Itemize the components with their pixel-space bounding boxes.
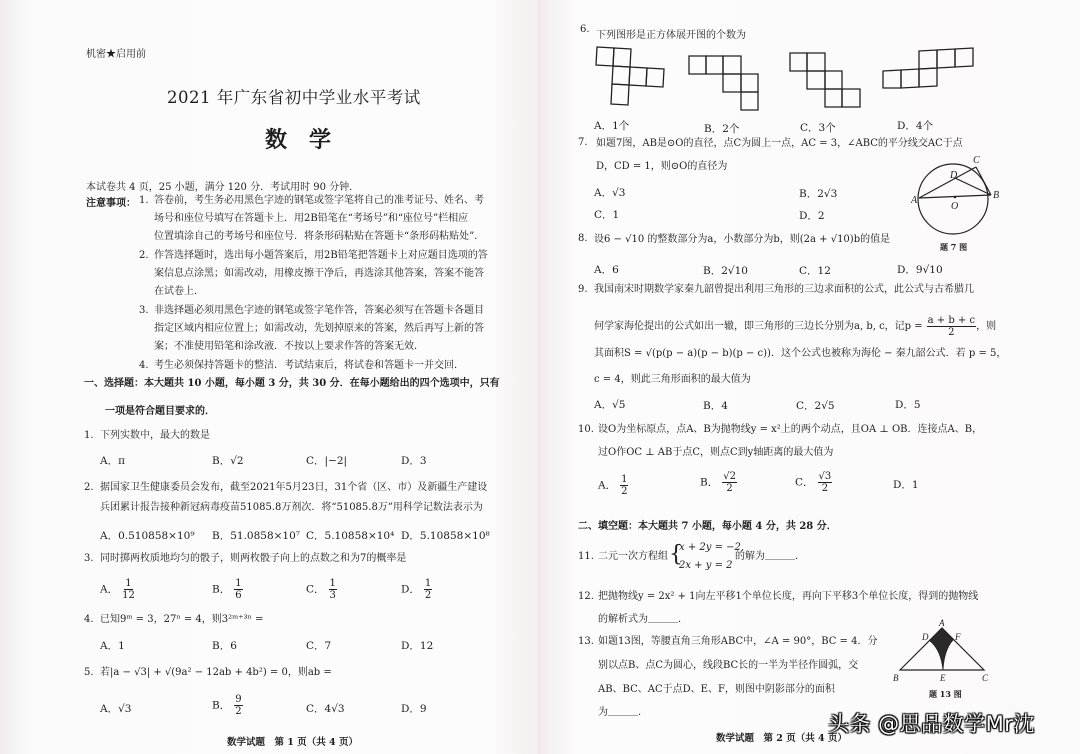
- source-watermark: 头条 @思品数学Mr沈: [828, 712, 1035, 736]
- notice-4-num: 4.: [139, 360, 149, 371]
- q6-option-a: A．1个: [594, 120, 630, 132]
- section-2-heading: 二、填空题：本大题共 7 小题，每小题 4 分，共 28 分．: [578, 521, 837, 532]
- q2-stem: 据国家卫生健康委员会发布，截至2021年5月23日，31个省（区、市）及新疆生产建设: [100, 482, 488, 493]
- q10-option-b: B． $\frac{√2}{2}$: [700, 471, 736, 494]
- q13-line-1: 如题13图，等腰直角三角形ABC中，∠A = 90°，BC = 4．分: [598, 636, 878, 647]
- q5-number: 5.: [84, 667, 94, 678]
- svg-text:C: C: [973, 155, 980, 166]
- notice-3-line-1: 非选择题必须用黑色字迹的钢笔或签字笔作答，答案必须写在答题卡各题目: [154, 305, 484, 316]
- q4-option-c: C．7: [306, 640, 332, 652]
- svg-text:B: B: [893, 673, 899, 683]
- q8-number: 8.: [578, 233, 588, 244]
- page-2-footer: 数学试题 第 2 页（共 4 页）: [716, 733, 847, 744]
- q12-stem: 把抛物线y = 2x² + 1向左平移1个单位长度，再向下平移3个单位长度，得到的抛物线: [598, 591, 979, 602]
- q4-option-d: D．12: [401, 640, 434, 652]
- q10-option-d: D．1: [893, 479, 919, 491]
- exam-intro: 本试卷共 4 页，25 小题，满分 120 分．考试用时 90 分钟．: [86, 182, 360, 193]
- q4-option-a: A．1: [100, 640, 125, 652]
- q4-number: 4.: [84, 614, 94, 625]
- q8-option-c: C．12: [799, 265, 831, 277]
- q9-stem-line-4: c = 4，则此三角形面积的最大值为: [594, 374, 751, 385]
- svg-text:A: A: [939, 618, 945, 628]
- q9-option-a: A．√5: [594, 399, 626, 411]
- q2-option-d: D．5.10858×10⁸: [401, 530, 490, 542]
- notice-2-line-3: 在试卷上．: [154, 286, 204, 297]
- svg-text:F: F: [955, 632, 961, 642]
- q10-stem-cont: 过O作OC ⊥ AB于点C，则点C到y轴距离的最大值为: [598, 447, 834, 458]
- q10-option-c: C． $\frac{√3}{2}$: [795, 471, 832, 494]
- notice-3-line-3: 案；不准使用铅笔和涂改液．不按以上要求作答的答案无效．: [154, 341, 424, 352]
- notice-1-line-1: 答卷前，考生务必用黑色字迹的钢笔或签字笔将自己的准考证号、姓名、考: [154, 195, 484, 206]
- q7-number: 7.: [578, 137, 588, 148]
- q9-stem-line-2: 何学家海伦提出的公式如出一辙，即三角形的三边长分别为a, b, c，记p = $\frac{a + b + c}{2}$ ，则: [594, 315, 997, 338]
- q11-brace: {: [669, 542, 683, 567]
- q1-option-a: A．π: [100, 455, 125, 467]
- q8-option-b: B．2√10: [703, 265, 748, 277]
- svg-text:C: C: [982, 673, 989, 683]
- notice-2-num: 2.: [139, 250, 149, 261]
- notice-2-line-1: 作答选择题时，选出每小题答案后，用2B铅笔把答题卡上对应题目选项的答: [154, 250, 488, 261]
- notice-3-num: 3.: [139, 305, 149, 316]
- q4-option-b: B．6: [212, 640, 237, 652]
- q13-figure-caption: 题 13 图: [929, 689, 962, 699]
- q6-option-c: C．3个: [800, 122, 836, 134]
- svg-text:O: O: [951, 201, 959, 212]
- confidential-mark: 机密★启用前: [86, 49, 146, 60]
- q7-option-c: C．1: [594, 209, 620, 221]
- q11-stem: 二元一次方程组: [598, 551, 668, 562]
- q9-option-b: B．4: [703, 400, 728, 412]
- q6-option-b: B．2个: [704, 123, 740, 135]
- q3-option-d: D． $\frac{1}{2}$: [401, 578, 432, 601]
- q9-option-c: C．2√5: [796, 400, 835, 412]
- q7-option-b: B．2√3: [799, 188, 838, 200]
- q3-number: 3.: [84, 553, 94, 564]
- svg-text:D: D: [922, 632, 929, 642]
- q9-stem-line-3: 其面积S = √(p(p − a)(p − b)(p − c))．这个公式也被称为海伦 − 秦九韶公式．若 p = 5，: [594, 348, 1007, 359]
- notice-4-line-1: 考生必须保持答题卡的整洁．考试结束后，将试卷和答题卡一并交回．: [154, 360, 464, 371]
- q1-stem: 下列实数中，最大的数是: [100, 430, 210, 441]
- q5-option-d: D．9: [401, 703, 427, 715]
- notice-1-line-2: 场号和座位号填写在答题卡上．用2B铅笔在“考场号”和“座位号”栏相应: [154, 213, 469, 224]
- q9-stem: 我国南宋时期数学家秦九韶曾提出利用三角形的三边求面积的公式，此公式与古希腊几: [594, 284, 974, 295]
- svg-text:D: D: [950, 170, 958, 181]
- q8-option-a: A．6: [594, 264, 619, 276]
- q2-number: 2.: [84, 482, 94, 493]
- q10-option-a: A． $\frac{1}{2}$: [598, 474, 628, 497]
- q13-line-2: 别以点B、点C为圆心，线段BC长的一半为半径作圆弧，交: [598, 660, 859, 671]
- q3-stem: 同时掷两枚质地均匀的骰子，则两枚骰子向上的点数之和为7的概率是: [100, 553, 407, 564]
- q3-option-c: C． $\frac{1}{3}$: [306, 578, 336, 601]
- q5-option-c: C．4√3: [306, 703, 345, 715]
- q7-option-d: D．2: [799, 210, 825, 222]
- q11-number: 11.: [578, 551, 594, 562]
- q11-tail: 的解为＿＿＿．: [735, 551, 805, 562]
- q7-figure-caption: 题 7 图: [940, 242, 968, 252]
- q1-number: 1.: [84, 430, 94, 441]
- q10-number: 10.: [578, 424, 594, 435]
- q12-stem-cont: 的解析式为＿＿＿．: [598, 614, 688, 625]
- q5-option-b: B． $\frac{9}{2}$: [212, 694, 242, 717]
- svg-text:B: B: [993, 190, 1000, 201]
- q3-option-b: B． $\frac{1}{6}$: [212, 578, 242, 601]
- q2-option-c: C．5.10858×10⁴: [306, 530, 395, 542]
- q10-stem: 设O为坐标原点，点A、B为抛物线y = x²上的两个动点，且OA ⊥ OB．连接点A、B，: [598, 424, 983, 435]
- q11-equation-2: 2x + y = 2: [679, 560, 733, 571]
- notice-3-line-2: 指定区域内相应位置上；如需改动，先划掉原来的答案，然后再写上新的答: [154, 323, 484, 334]
- q6-stem: 下列图形是正方体展开图的个数为: [596, 30, 746, 41]
- q1-option-d: D．3: [401, 455, 427, 467]
- notice-2-line-2: 案信息点涂黑；如需改动，用橡皮擦干净后，再选涂其他答案，答案不能答: [154, 268, 484, 279]
- q7-stem-cont: D，CD = 1，则⊙O的直径为: [596, 161, 728, 172]
- subject-title: 数学: [265, 127, 354, 153]
- q1-option-b: B．√2: [212, 455, 244, 467]
- q5-stem: 若|a − √3| + √(9a² − 12ab + 4b²) = 0，则ab =: [100, 667, 332, 678]
- q3-option-a: A． $\frac{1}{12}$: [100, 578, 135, 601]
- page-1-footer: 数学试题 第 1 页（共 4 页）: [227, 737, 358, 748]
- notice-1-num: 1.: [139, 195, 149, 206]
- svg-text:E: E: [940, 673, 946, 683]
- q7-stem: 如题7图，AB是⊙O的直径，点C为圆上一点，AC = 3，∠ABC的平分线交AC于点: [596, 138, 963, 149]
- exam-title: 2021 年广东省初中学业水平考试: [167, 88, 421, 107]
- q2-option-b: B．51.0858×10⁷: [212, 530, 301, 542]
- q11-equation-1: x + 2y = −2,: [679, 542, 745, 553]
- section-1-heading: 一、选择题：本大题共 10 小题，每小题 3 分，共 30 分．在每小题给出的四个选项中，只有: [84, 378, 500, 389]
- notice-label: 注意事项：: [86, 198, 136, 209]
- q7-option-a: A．√3: [594, 187, 626, 199]
- q6-number: 6.: [580, 24, 590, 35]
- q1-option-c: C．|−2|: [306, 455, 348, 467]
- q12-number: 12.: [578, 591, 594, 602]
- q2-option-a: A．0.510858×10⁹: [100, 530, 195, 542]
- q13-number: 13.: [578, 636, 594, 647]
- svg-text:A: A: [911, 195, 918, 206]
- section-1-heading-cont: 一项是符合题目要求的．: [105, 406, 215, 417]
- q13-line-3: AB、BC、AC于点D、E、F，则图中阴影部分的面积: [598, 684, 835, 695]
- q6-option-d: D．4个: [897, 120, 934, 132]
- notice-1-line-3: 位置填涂自己的考场号和座位号．将条形码粘贴在答题卡“条形码粘贴处”．: [154, 231, 485, 242]
- q2-stem-cont: 兵团累计报告接种新冠病毒疫苗51085.8万剂次．将“51085.8万”用科学记数法表示为: [100, 502, 483, 513]
- q4-stem: 已知9ᵐ = 3，27ⁿ = 4，则3²ᵐ⁺³ⁿ =: [100, 614, 264, 625]
- q8-stem: 设6 − √10 的整数部分为a，小数部分为b，则(2a + √10)b的值是: [594, 234, 891, 245]
- q5-option-a: A．√3: [100, 703, 132, 715]
- q9-option-d: D．5: [895, 399, 921, 411]
- q9-number: 9.: [578, 284, 588, 295]
- q8-option-d: D．9√10: [897, 264, 943, 276]
- q13-line-4: 为＿＿＿．: [598, 707, 648, 718]
